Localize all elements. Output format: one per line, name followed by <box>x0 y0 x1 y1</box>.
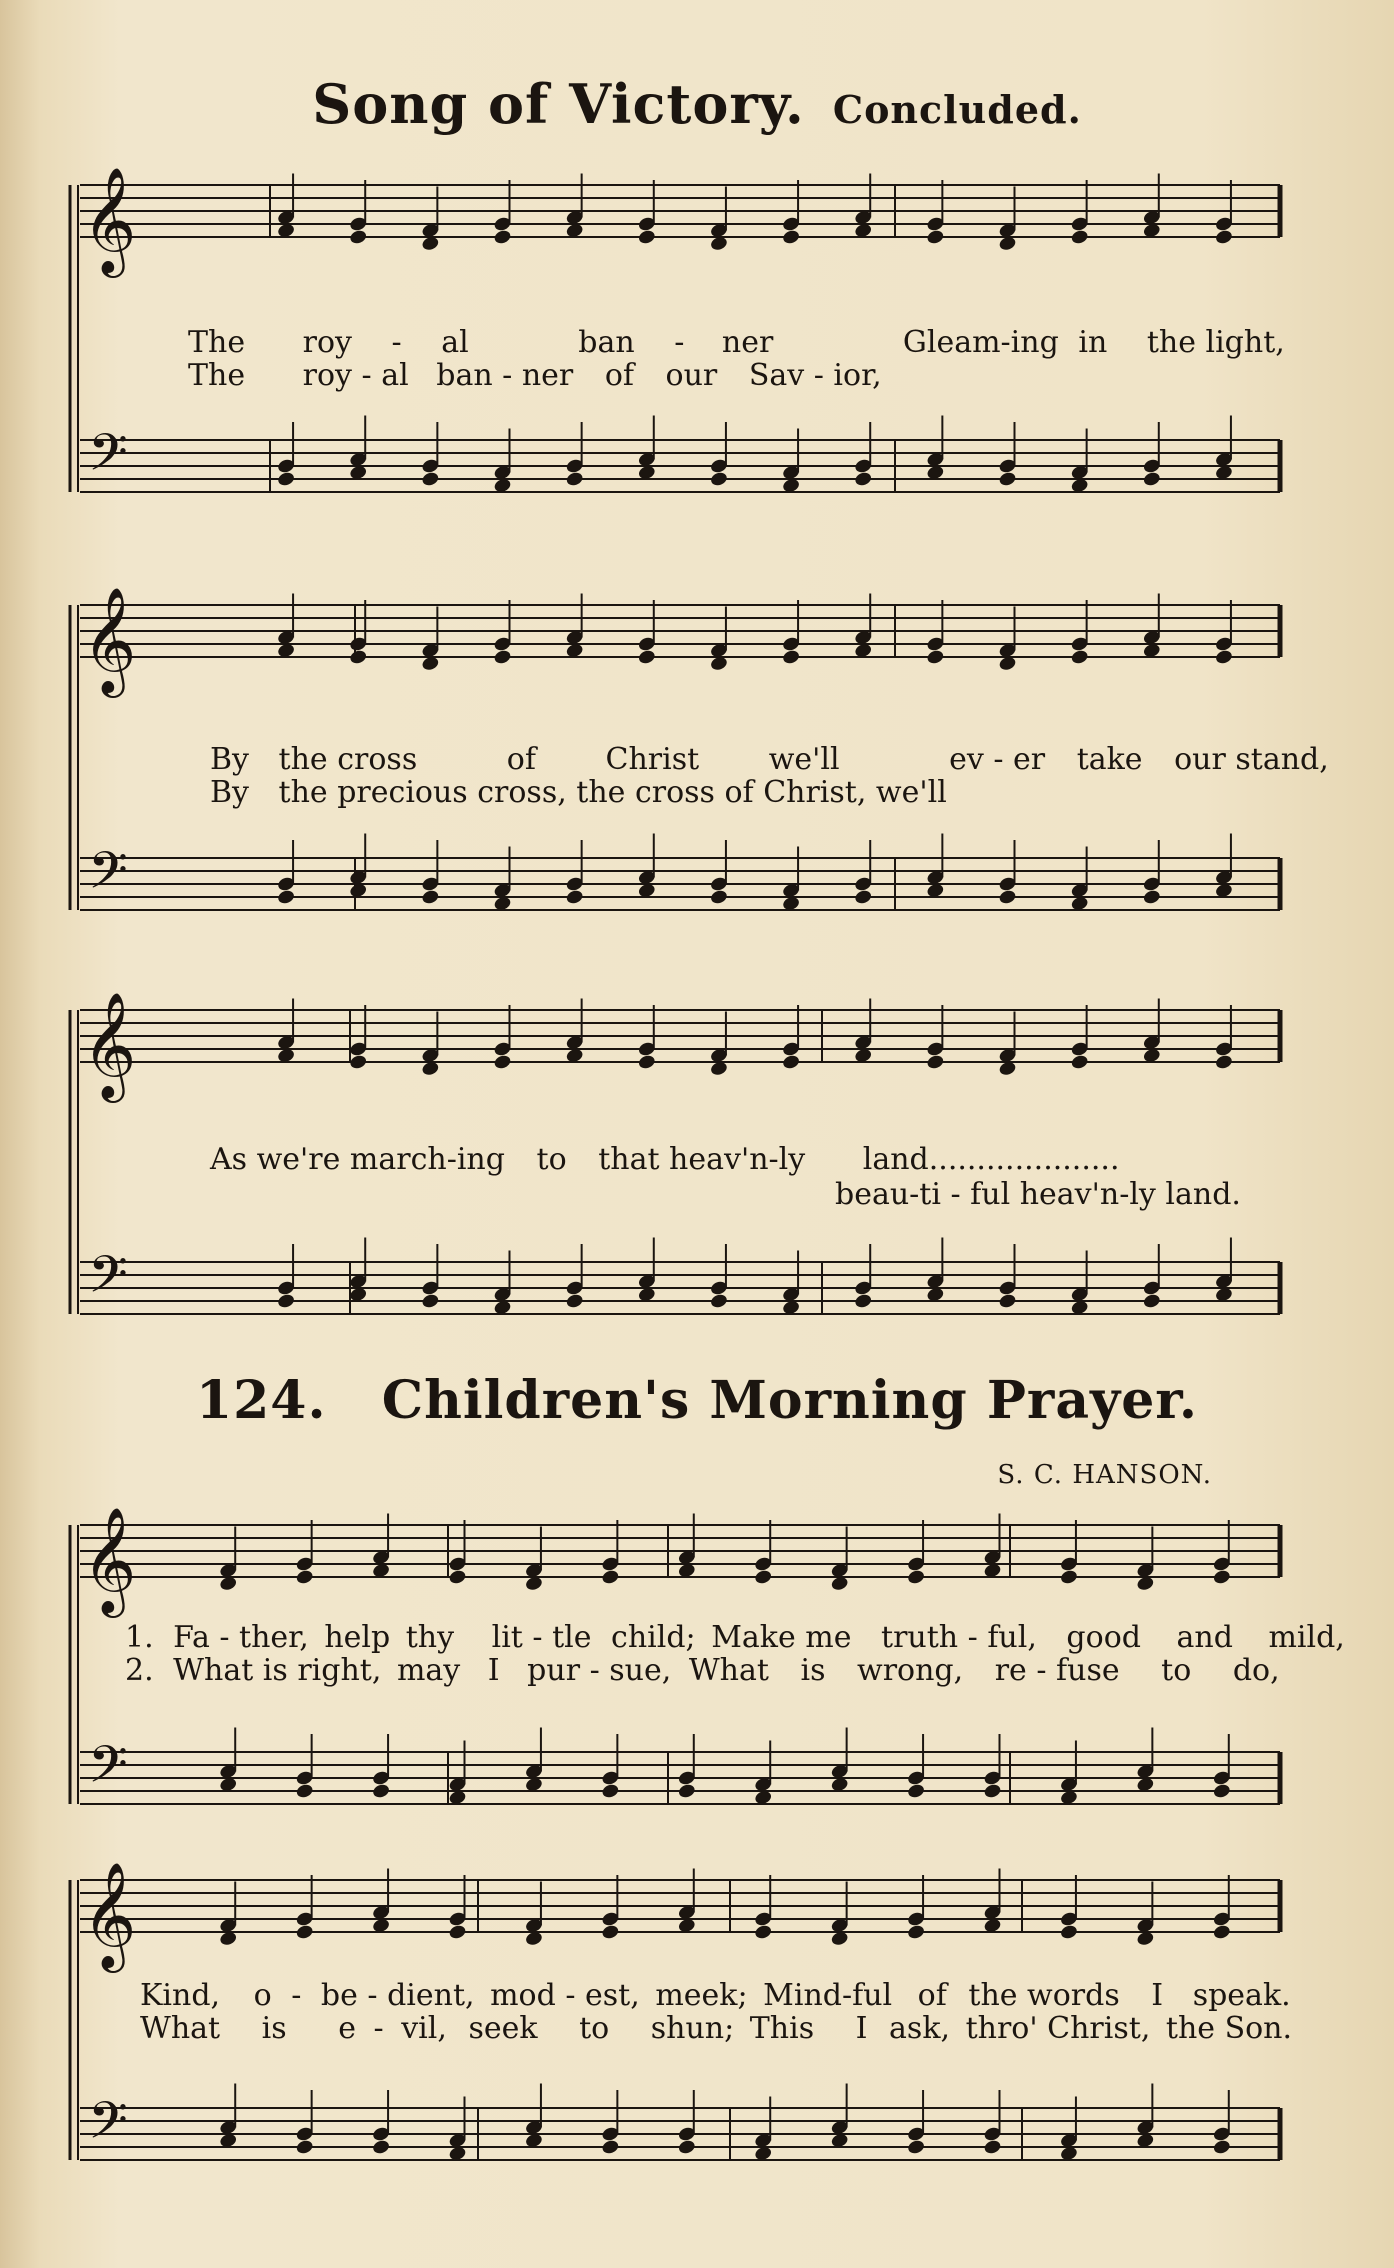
hymn-title-text: Children's Morning Prayer. <box>381 1370 1199 1431</box>
note-head <box>1059 1569 1078 1586</box>
lyric-line-s4-v1: 1. Fa - ther, help thy lit - tle child; Make me truth - ful, good and mild, <box>125 1620 1345 1655</box>
lyric-line-s2-v2: By the precious cross, the cross of Christ, we'll <box>210 775 947 810</box>
note-head <box>782 649 801 666</box>
composer: S. C. HANSON. <box>997 1460 1212 1490</box>
note-head <box>349 1054 368 1071</box>
hymn-number: 124. <box>195 1370 327 1431</box>
note-head <box>907 1569 926 1586</box>
note-head <box>295 1783 314 1800</box>
note-head <box>372 2139 391 2156</box>
note-head <box>983 1783 1002 1800</box>
note-head <box>754 1569 773 1586</box>
song-subtitle: Concluded. <box>832 87 1082 132</box>
note-head <box>1059 1924 1078 1941</box>
note-head <box>998 471 1017 488</box>
note-head <box>637 229 656 246</box>
note-head <box>782 229 801 246</box>
note-head <box>998 889 1017 906</box>
note-head <box>448 1924 467 1941</box>
note-head <box>637 1054 656 1071</box>
note-head <box>372 1783 391 1800</box>
note-head <box>983 2139 1002 2156</box>
note-head <box>601 1783 620 1800</box>
note-head <box>1214 649 1233 666</box>
note-head <box>907 1924 926 1941</box>
lyric-line-s3-v1: As we're march-ing to that heav'n-ly land.................... <box>210 1142 1120 1177</box>
note-head <box>1070 1054 1089 1071</box>
note-head <box>637 649 656 666</box>
note-head <box>926 229 945 246</box>
note-head <box>1142 889 1161 906</box>
bass-clef-icon: 𝄢 <box>88 422 128 495</box>
note-head <box>601 2139 620 2156</box>
lyric-line-s1-v2: The roy - al ban - ner of our Sav - ior, <box>188 358 882 393</box>
note-head <box>1212 2139 1231 2156</box>
note-head <box>493 649 512 666</box>
treble-clef-icon: 𝄞 <box>82 991 137 1098</box>
note-head <box>493 229 512 246</box>
bass-clef-icon: 𝄢 <box>88 840 128 913</box>
note-head <box>709 471 728 488</box>
note-head <box>295 1569 314 1586</box>
note-head <box>1070 229 1089 246</box>
note-head <box>854 471 873 488</box>
note-head <box>349 229 368 246</box>
lyric-line-s1-v1: The roy - al ban - ner Gleam-ing in the light, <box>188 325 1285 360</box>
note-head <box>854 1293 873 1310</box>
note-head <box>709 889 728 906</box>
bass-clef-icon: 𝄢 <box>88 2090 128 2163</box>
note-head <box>421 1293 440 1310</box>
note-head <box>1214 1054 1233 1071</box>
note-head <box>1212 1783 1231 1800</box>
note-head <box>448 1569 467 1586</box>
note-head <box>998 1293 1017 1310</box>
note-head <box>421 889 440 906</box>
note-head <box>709 1293 728 1310</box>
note-head <box>854 889 873 906</box>
note-head <box>349 649 368 666</box>
note-head <box>754 1924 773 1941</box>
note-head <box>601 1924 620 1941</box>
lyric-line-s5-v1: Kind, o - be - dient, mod - est, meek; Mind-ful of the words I speak. <box>140 1978 1291 2013</box>
song-title-text: Song of Victory. <box>312 72 805 136</box>
note-head <box>782 1054 801 1071</box>
note-head <box>1070 649 1089 666</box>
lyric-line-s2-v1: By the cross of Christ we'll ev - er take our stand, <box>210 742 1329 777</box>
note-head <box>277 1293 296 1310</box>
note-head <box>1214 229 1233 246</box>
treble-clef-icon: 𝄞 <box>82 1506 137 1613</box>
note-head <box>493 1054 512 1071</box>
treble-clef-icon: 𝄞 <box>82 166 137 273</box>
note-head <box>295 2139 314 2156</box>
bass-clef-icon: 𝄢 <box>88 1244 128 1317</box>
note-head <box>926 649 945 666</box>
lyric-line-s3-v2: beau-ti - ful heav'n-ly land. <box>835 1177 1241 1212</box>
treble-clef-icon: 𝄞 <box>82 1861 137 1968</box>
note-head <box>295 1924 314 1941</box>
note-head <box>421 471 440 488</box>
note-head <box>601 1569 620 1586</box>
note-head <box>565 471 584 488</box>
note-head <box>907 1783 926 1800</box>
note-head <box>277 889 296 906</box>
bass-clef-icon: 𝄢 <box>88 1734 128 1807</box>
note-head <box>926 1054 945 1071</box>
lyric-line-s4-v2: 2. What is right, may I pur - sue, What is wrong, re - fuse to do, <box>125 1653 1280 1688</box>
note-head <box>1142 1293 1161 1310</box>
note-head <box>907 2139 926 2156</box>
note-head <box>1212 1569 1231 1586</box>
note-head <box>565 889 584 906</box>
lyric-line-s5-v2: What is e - vil, seek to shun; This I ask, thro' Christ, the Son. <box>140 2011 1293 2046</box>
note-head <box>677 2139 696 2156</box>
note-head <box>565 1293 584 1310</box>
note-head <box>1142 471 1161 488</box>
treble-clef-icon: 𝄞 <box>82 586 137 693</box>
note-head <box>1212 1924 1231 1941</box>
note-head <box>677 1783 696 1800</box>
note-head <box>277 471 296 488</box>
